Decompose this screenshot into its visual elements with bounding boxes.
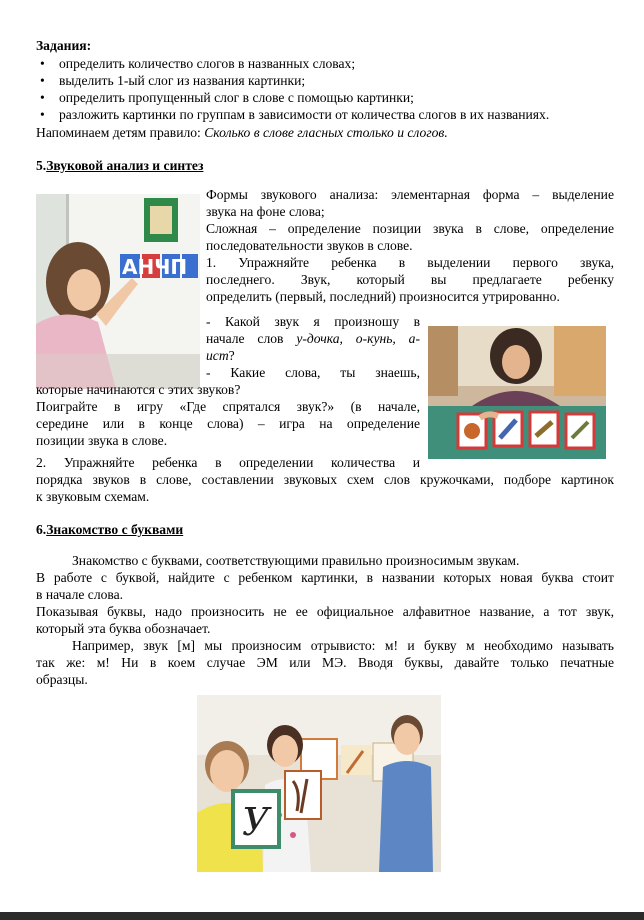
tasks-list [36, 55, 616, 123]
question2-line1: - Какие слова, ты знаешь, [206, 365, 420, 380]
page-bottom-bar [0, 912, 644, 920]
tasks-title: Задания: [36, 38, 92, 53]
rule-text: Напоминаем детям правило: Сколько в слове гласных столько и слогов. [36, 125, 448, 140]
bullet-icon: • [40, 107, 45, 122]
photo-girl-with-cards-svg [428, 326, 606, 459]
game-text: Поиграйте в игру «Где спрятался звук?» (в начале, середине или в конце слова) – игра на определение позиции звука в слове. [36, 399, 420, 448]
question2-line2: которые начинаются с этих звуков? [36, 382, 241, 397]
forms-text: Формы звукового анализа: элементарная форма – выделение звука на фоне слова; Сложная – определение позиции звука в слове, определение последовательности звуков в слове. 1. Упражняйте ребенка в выделении первого звука, последнего. Звук, который вы предлагаете ребенку определить (первый, последний) произносится утрированно. [206, 187, 614, 304]
photo-children-with-letter-svg [197, 695, 441, 872]
card-letter: У [242, 800, 270, 844]
exercise2-text: 2. Упражняйте ребенка в определении количества и порядка звуков в слове, составлении звуковых схем слов кружочками, подборе картинок к звуковым схемам. [36, 455, 614, 504]
photo-girl-at-board [36, 194, 200, 389]
photo-children-with-letter [197, 695, 441, 872]
list-item: • определить количество слогов в названных словах; [40, 56, 356, 71]
list-item: • определить пропущенный слог в слове с помощью картинки; [40, 90, 414, 105]
section6-text: Знакомство с буквами, соответствующими правильно произносимым звукам. В работе с буквой, найдите с ребенком картинки, в названии которых новая буква стоит в начале слова. Показывая буквы, надо произносить не ее официальное алфавитное название, а тот звук, который эта буква обозначает. Например, звук [м] мы произносим отрывисто: м! и букву м необходимо называть так же: м! Ни в коем случае ЭМ или МЭ. Вводя буквы, давайте только печатные образцы. [36, 553, 614, 687]
photo-girl-at-board-svg [36, 194, 200, 389]
board-letters: АНЧП [122, 255, 188, 279]
question1: - Какой звук я произношу в начале слов у-дочка, о-кунь, а- ист? [206, 314, 420, 363]
bullet-icon: • [40, 73, 45, 88]
section6-title: 6.Знакомство с буквами [36, 522, 184, 537]
section5-title: 5.Звуковой анализ и синтез [36, 158, 204, 173]
bullet-icon: • [40, 90, 45, 105]
list-item: • выделить 1-ый слог из названия картинки; [40, 73, 306, 88]
photo-girl-with-cards [428, 326, 606, 459]
list-item: • разложить картинки по группам в зависимости от количества слогов в их названиях. [40, 107, 550, 122]
bullet-icon: • [40, 56, 45, 71]
